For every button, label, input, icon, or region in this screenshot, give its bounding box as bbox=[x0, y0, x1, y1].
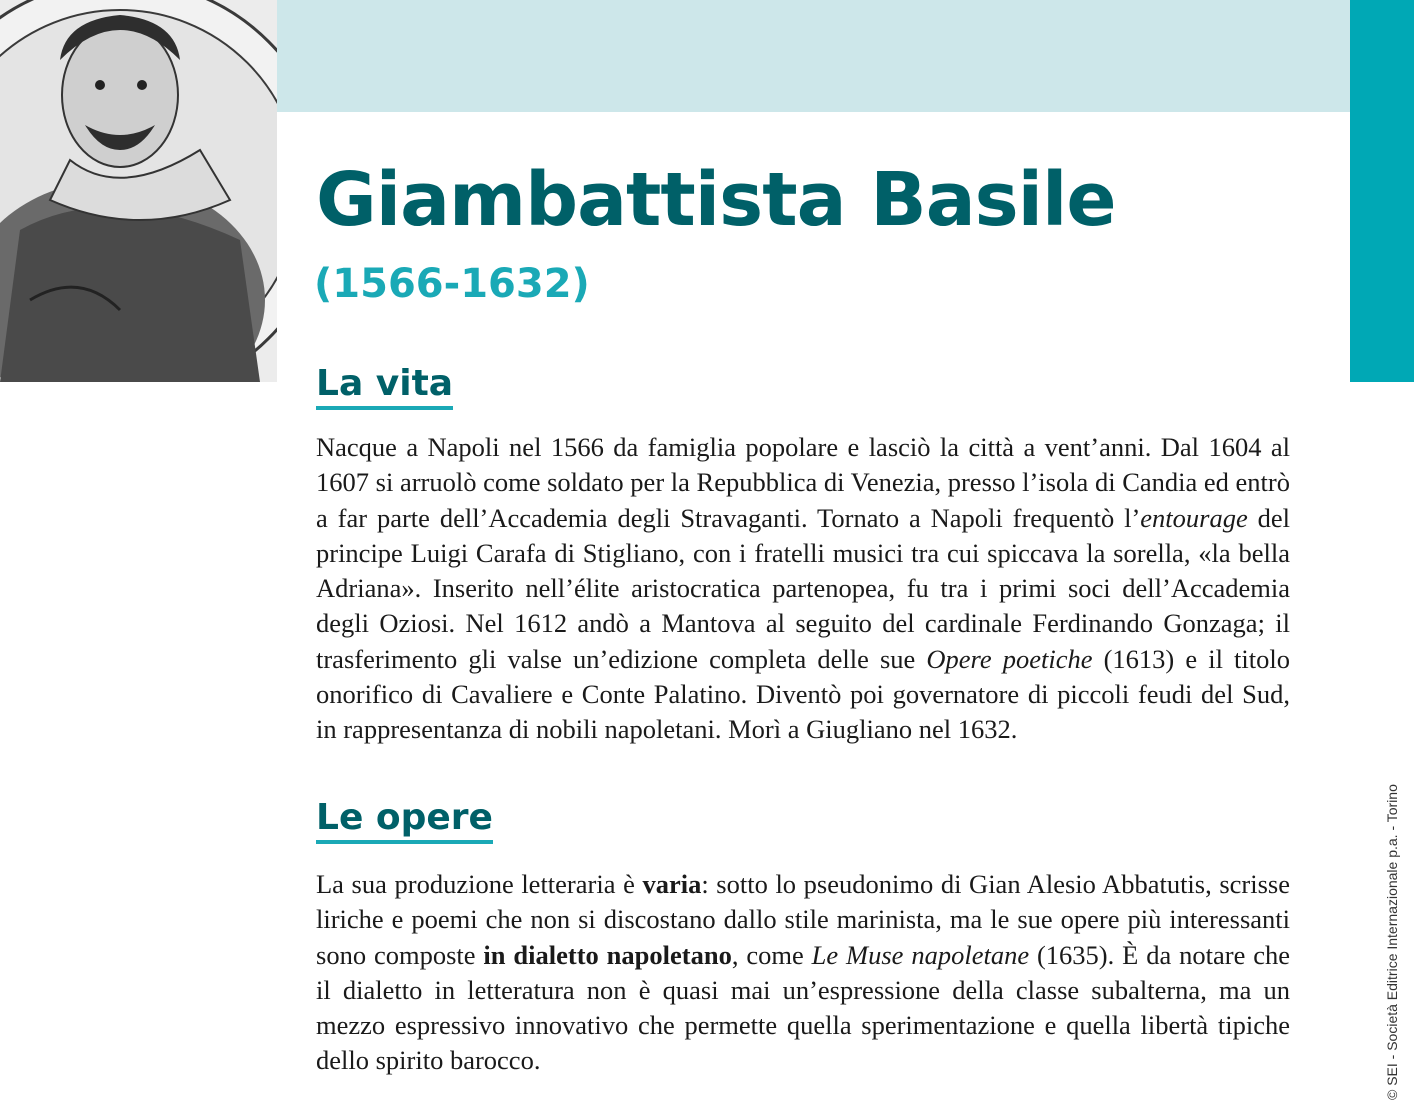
section-heading-vita: La vita bbox=[316, 364, 453, 410]
section-heading-opere: Le opere bbox=[316, 798, 493, 844]
accent-bar bbox=[1350, 0, 1414, 382]
engraved-portrait-icon bbox=[0, 0, 277, 382]
paragraph-vita: Nacque a Napoli nel 1566 da famiglia popolare e lasciò la città a vent’anni. Dal 1604 al 1607 si arruolò come soldato per la Repubblica di Venezia, presso l’isola di Candia ed entrò a far parte dell’Accademia degli Stravaganti. Tornato a Napoli frequentò l’entourage del principe Luigi Carafa di Stigliano, con i fratelli musici tra cui spiccava la sorella, «la bella Adriana». Inserito nell’élite aristocratica partenopea, fu tra i primi soci dell’Accademia degli Oziosi. Nel 1612 andò a Mantova al seguito del cardinale Ferdinando Gonzaga; il trasferimento gli valse un’edizione completa delle sue Opere poetiche (1613) e il titolo onorifico di Cavaliere e Conte Palatino. Diventò poi governatore di piccoli feudi del Sud, in rappresentanza di nobili napoletani. Morì a Giugliano nel 1632. bbox=[316, 432, 1291, 745]
portrait-image bbox=[0, 0, 277, 382]
copyright-notice: © SEI - Società Editrice Internazionale p.a. - Torino bbox=[1384, 784, 1400, 1100]
life-dates: (1566-1632) bbox=[314, 261, 590, 307]
paragraph-opere: La sua produzione letteraria è varia: sotto lo pseudonimo di Gian Alesio Abbatutis, scrisse liriche e poemi che non si discostano dallo stile marinista, ma le sue opere più interessanti sono composte in dialetto napoletano, come Le Muse napoletane (1635). È da notare che il dialetto in letteratura non è quasi mai un’espressione della classe subalterna, ma un mezzo espressivo innovativo che permette quella sperimentazione e quella libertà tipiche dello spirito barocco. bbox=[316, 869, 1291, 1076]
page-title: Giambattista Basile bbox=[316, 157, 1116, 243]
header-band bbox=[277, 0, 1350, 112]
